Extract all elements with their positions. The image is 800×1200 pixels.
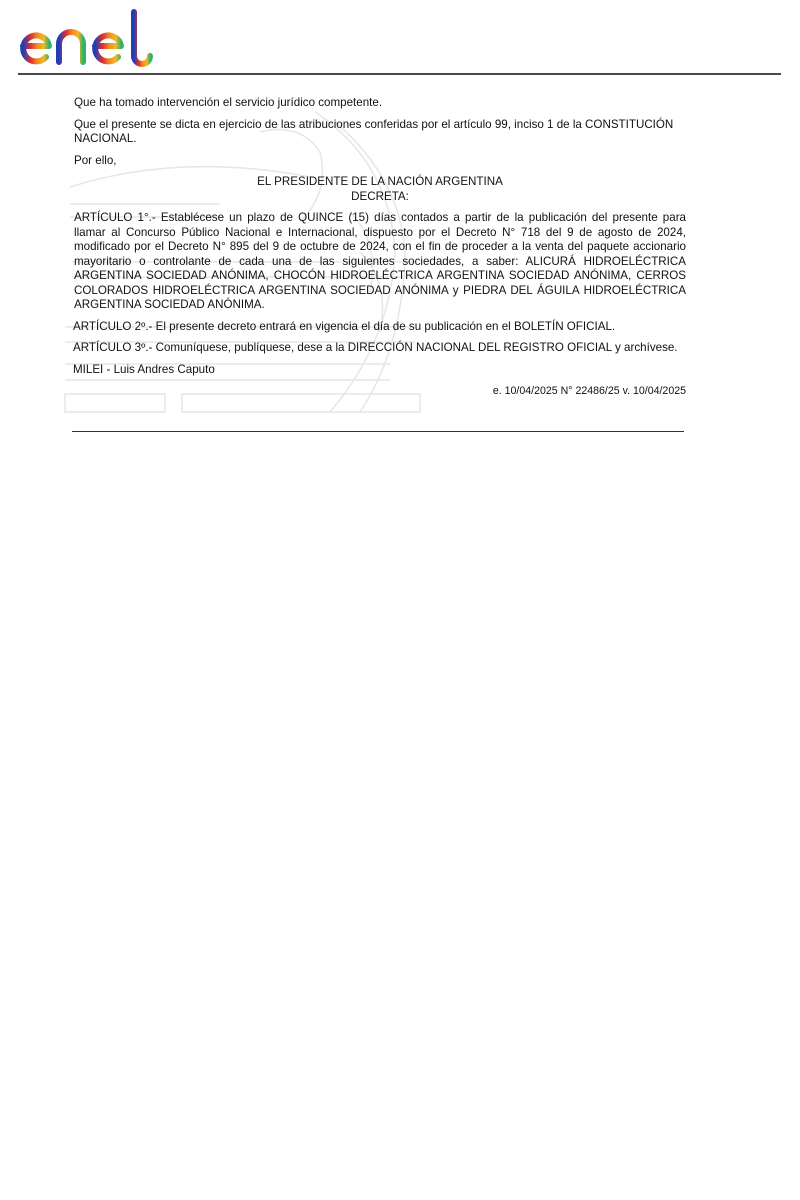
signatures: MILEI - Luis Andres Caputo (73, 362, 215, 376)
decree-body (74, 96, 686, 406)
paragraph-legal-intervention: Que ha tomado intervención el servicio jurídico competente. (74, 96, 383, 109)
header-divider (18, 73, 781, 75)
publication-reference: e. 10/04/2025 N° 22486/25 v. 10/04/2025 (492, 385, 686, 397)
enel-logo (16, 8, 172, 70)
article-2: ARTÍCULO 2º.- El presente decreto entrará en vigencia el día de su publicación en el BOLETÍN OFICIAL. (73, 319, 616, 333)
heading-president: EL PRESIDENTE DE LA NACIÓN ARGENTINA (257, 175, 503, 188)
paragraph-por-ello: Por ello, (74, 153, 117, 167)
decree-heading (74, 175, 686, 204)
footer-divider (72, 431, 684, 432)
article-3: ARTÍCULO 3º.- Comuníquese, publíquese, dese a la DIRECCIÓN NACIONAL DEL REGISTRO OFICIAL y archívese. (73, 341, 678, 354)
article-1: ARTÍCULO 1°.- Establécese un plazo de QUINCE (15) días contados a partir de la publicación del presente para llamar al Concurso Público Nacional e Internacional, dispuesto por el Decreto N° 718 del 9 de agosto de 2024, modificado por el Decreto N° 895 del 9 de octubre de 2024, con el fin de proceder a la venta del paquete accionario mayoritario o controlante de cada una de las siguientes sociedades, a saber: ALICURÁ HIDROELÉCTRICA ARGENTINA SOCIEDAD ANÓNIMA, CHOCÓN HIDROELÉCTRICA ARGENTINA SOCIEDAD ANÓNIMA, CERROS COLORADOS HIDROELÉCTRICA ARGENTINA SOCIEDAD ANÓNIMA y PIEDRA DEL ÁGUILA HIDROELÉCTRICA ARGENTINA SOCIEDAD ANÓNIMA. (74, 211, 686, 311)
heading-decreta: DECRETA: (351, 189, 409, 203)
paragraph-constitutional-basis: Que el presente se dicta en ejercicio de las atribuciones conferidas por el artículo 99, inciso 1 de la CONSTITUCIÓN NACIONAL. (74, 117, 674, 145)
